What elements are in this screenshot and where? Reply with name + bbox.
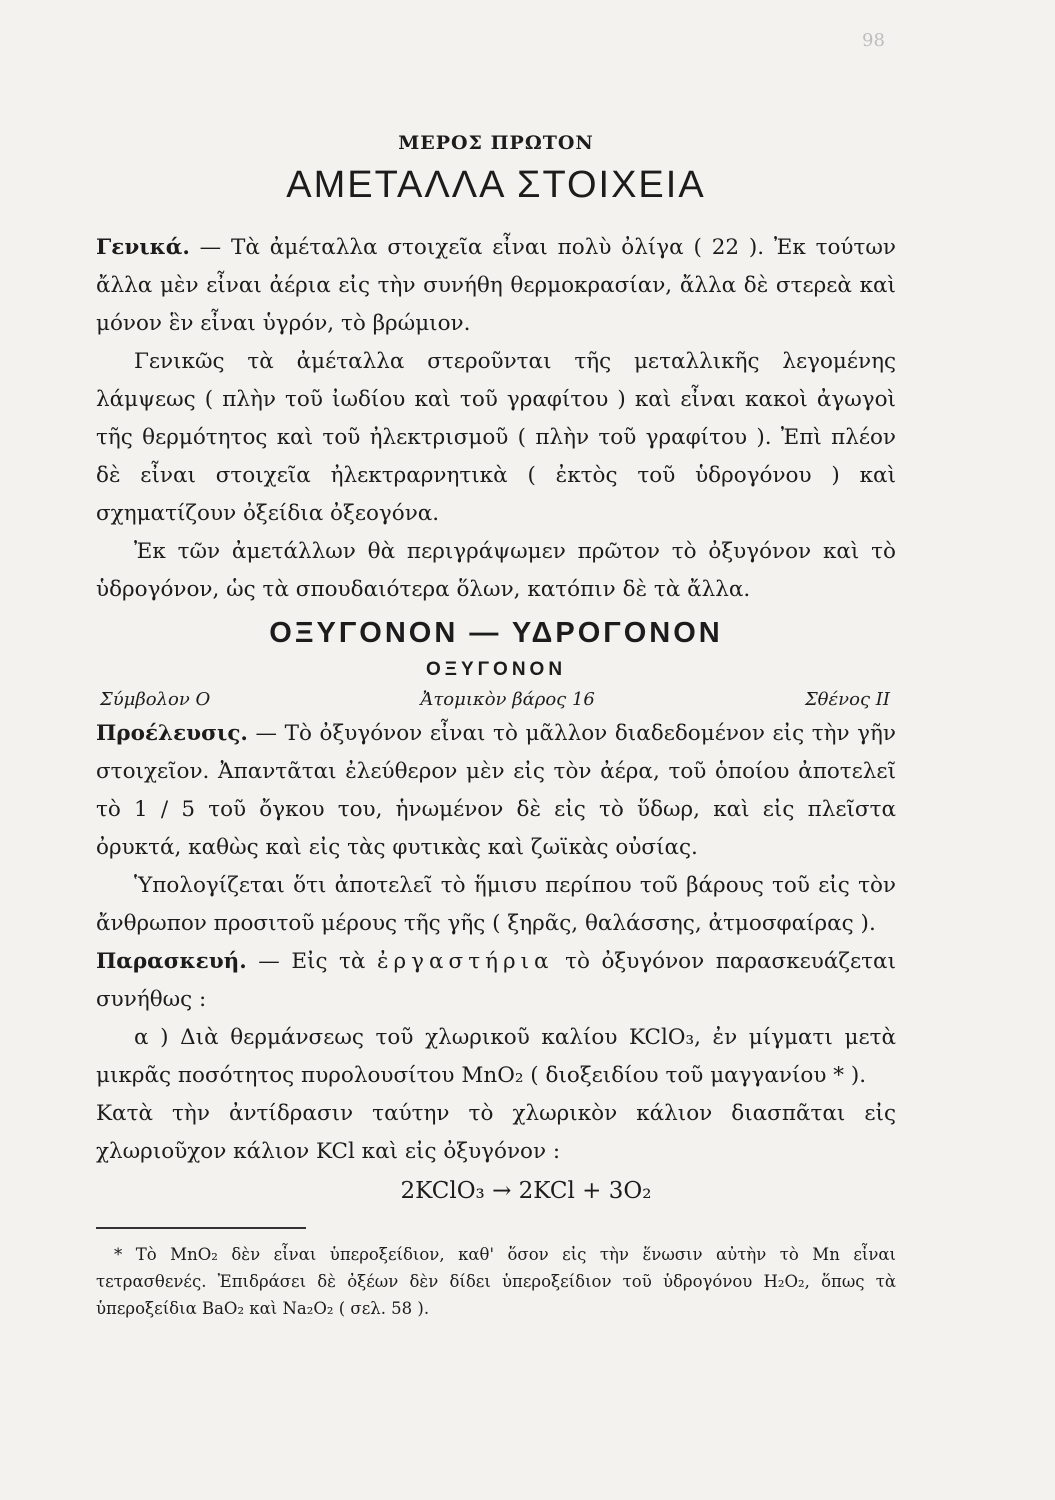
occurrence-paragraph-2: Ὑπολογίζεται ὅτι ἀποτελεῖ τὸ ἥμισυ περίπου τοῦ βάρους τοῦ εἰς τὸν ἄνθρωπον προσιτοῦ μέρους τῆς γῆς ( ξηρᾶς, θαλάσσης, ἀτμοσφαίρας ). [96, 873, 896, 936]
footnote: * Τὸ MnO₂ δὲν εἶναι ὑπεροξείδιον, καθ' ὅσον εἰς τὴν ἕνωσιν αὐτὴν τὸ Mn εἶναι τετρασθενές. Ἐπιδράσει δὲ ὀξέων δὲν δίδει ὑπεροξείδιον τοῦ ὑδρογόνου H₂O₂, ὅπως τὰ ὑπεροξείδια BaO₂ καὶ Na₂O₂ ( σελ. 58 ). [96, 1245, 896, 1318]
section-title: ΟΞΥΓΟΝΟΝ — ΥΔΡΟΓΟΝΟΝ [269, 617, 723, 649]
chemical-equation: 2KClO₃ → 2KCl + 3O₂ [400, 1178, 652, 1204]
preparation-text-before: — Εἰς τὰ [246, 949, 377, 974]
general-paragraph [96, 229, 896, 343]
atomic-weight-label: Ἀτομικὸν βάρος 16 [420, 689, 595, 710]
general-label: Γενικά. [96, 235, 190, 260]
method-a-paragraph: α ) Διὰ θερμάνσεως τοῦ χλωρικοῦ καλίου KClO₃, ἐν μίγματι μετὰ μικρᾶς ποσότητος πυρολουσίτου MnO₂ ( διοξειδίου τοῦ μαγγανίου * ). [96, 1025, 896, 1088]
general-paragraph-2: Γενικῶς τὰ ἀμέταλλα στεροῦνται τῆς μεταλλικῆς λεγομένης λάμψεως ( πλὴν τοῦ ἰωδίου καὶ τοῦ γραφίτου ) καὶ εἶναι κακοὶ ἀγωγοὶ τῆς θερμότητος καὶ τοῦ ἠλεκτρισμοῦ ( πλὴν τοῦ γραφίτου ). Ἐπὶ πλέον δὲ εἶναι στοιχεῖα ἠλεκτραρνητικὰ ( ἐκτὸς τοῦ ὑδρογόνου ) καὶ σχηματίζουν ὀξείδια ὀξεογόνα. [96, 349, 896, 526]
symbol-label: Σύμβολον O [100, 689, 211, 710]
page-number: 98 [862, 30, 885, 51]
occurrence-text: — Τὸ ὀξυγόνον εἶναι τὸ μᾶλλον διαδεδομένον εἰς τὴν γῆν στοιχεῖον. Ἀπαντᾶται ἐλεύθερον μὲν εἰς τὸν ἀέρα, τοῦ ὁποίου ἀποτελεῖ τὸ 1 / 5 τοῦ ὄγκου του, ἡνωμένον δὲ εἰς τὸ ὕδωρ, καὶ εἰς πλεῖστα ὀρυκτά, καθὼς καὶ εἰς τὰς φυτικὰς καὶ ζωϊκὰς οὐσίας. [96, 721, 896, 860]
page-content [96, 128, 896, 1322]
general-text: — Τὰ ἀμέταλλα στοιχεῖα εἶναι πολὺ ὀλίγα ( 22 ). Ἐκ τούτων ἄλλα μὲν εἶναι ἀέρια εἰς τὴν συνήθη θερμοκρασίαν, ἄλλα δὲ στερεὰ καὶ μόνον ἓν εἶναι ὑγρόν, τὸ βρώμιον. [96, 235, 896, 336]
occurrence-label: Προέλευσις. [96, 721, 248, 746]
preparation-label: Παρασκευή. [96, 949, 247, 974]
element-properties [96, 685, 896, 715]
preparation-spaced-word: ἐργαστήρια [376, 949, 554, 974]
preparation-text-after: τὸ ὀξυγόνον παρασκευάζεται συνήθως : [96, 949, 897, 1012]
valence-label: Σθένος II [804, 689, 890, 710]
part-title: ΜΕΡΟΣ ΠΡΩΤΟΝ [398, 132, 594, 154]
preparation-paragraph [96, 943, 896, 1019]
footnote-divider [96, 1227, 306, 1229]
subsection-title: ΟΞΥΓΟΝΟΝ [425, 659, 567, 680]
chapter-title: ΑΜΕΤΑΛΛΑ ΣΤΟΙΧΕΙΑ [286, 164, 706, 206]
reaction-paragraph: Κατὰ τὴν ἀντίδρασιν ταύτην τὸ χλωρικὸν κάλιον διασπᾶται εἰς χλωριοῦχον κάλιον KCl καὶ εἰς ὀξυγόνον : [96, 1101, 896, 1164]
general-paragraph-3: Ἐκ τῶν ἀμετάλλων θὰ περιγράψωμεν πρῶτον τὸ ὀξυγόνον καὶ τὸ ὑδρογόνον, ὡς τὰ σπουδαιότερα ὅλων, κατόπιν δὲ τὰ ἄλλα. [96, 539, 896, 602]
occurrence-paragraph [96, 715, 896, 867]
